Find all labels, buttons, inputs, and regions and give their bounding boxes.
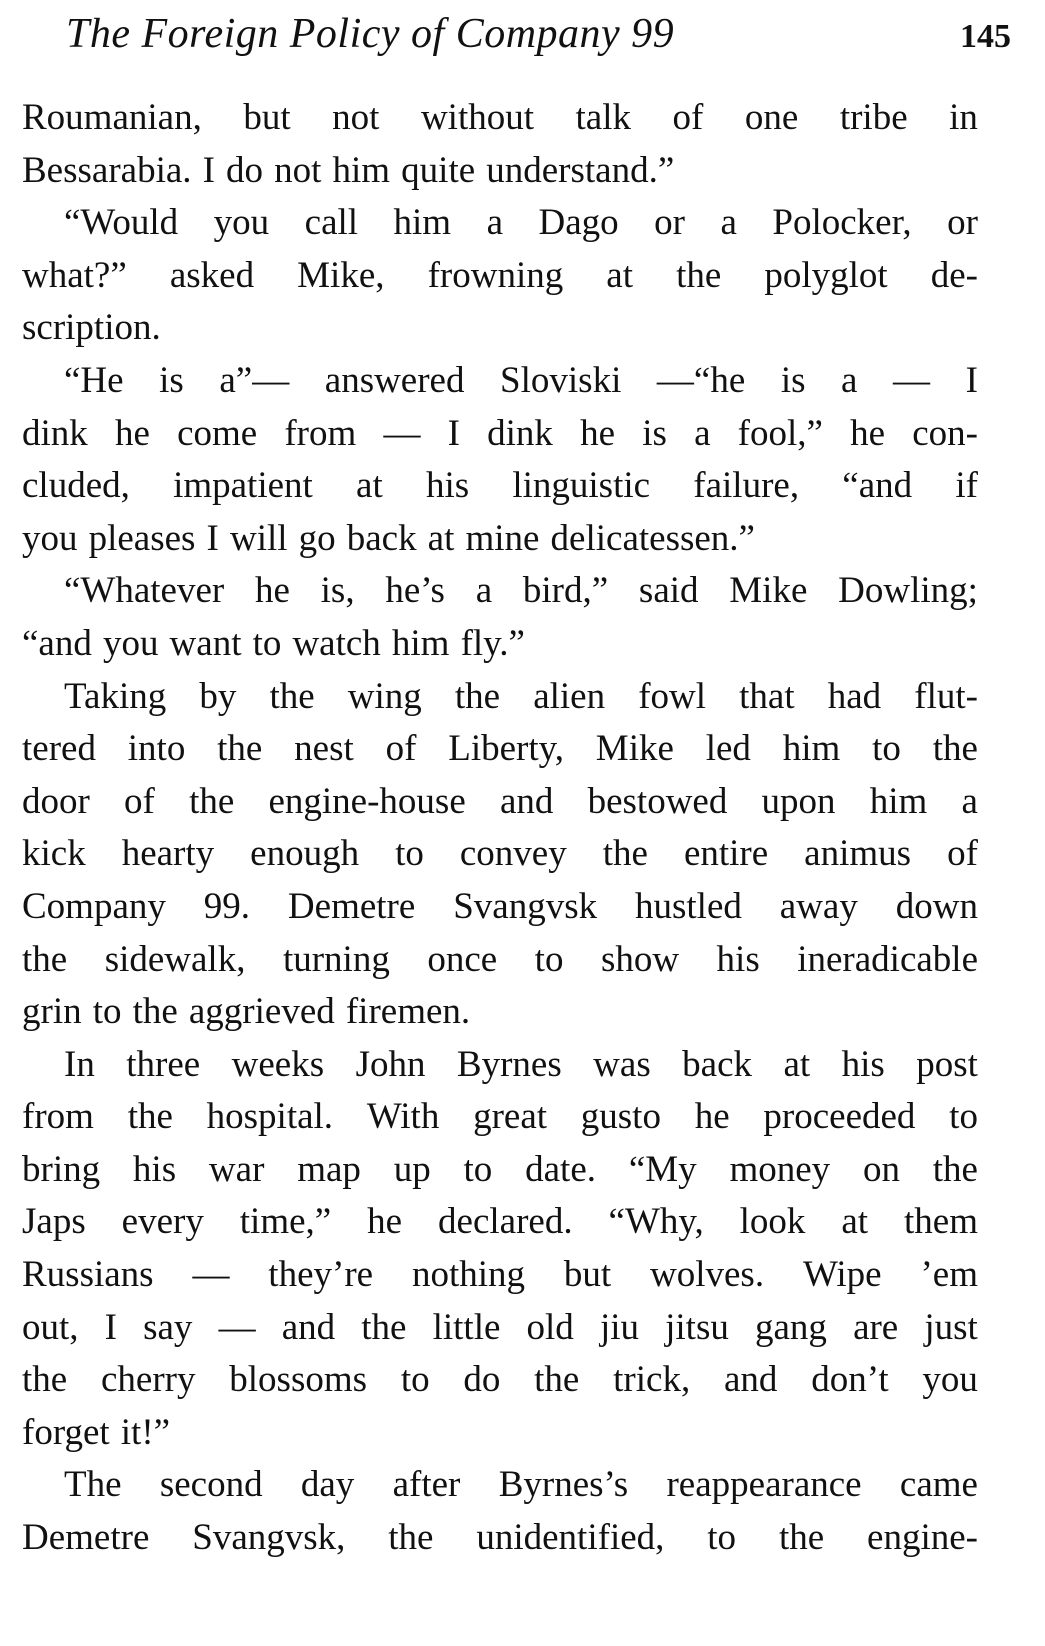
word: the: [388, 1517, 434, 1559]
text-line: [22, 460, 978, 513]
word: —: [218, 1306, 256, 1348]
word: come: [177, 412, 258, 454]
word: and: [499, 780, 554, 822]
word: fool,”: [737, 412, 823, 454]
word: his: [425, 465, 470, 507]
word: down: [895, 885, 978, 927]
word: trick,: [613, 1359, 691, 1401]
word: three: [126, 1043, 201, 1085]
word: entire: [683, 833, 769, 875]
word: Byrnes’s: [498, 1464, 629, 1506]
word: he: [580, 412, 616, 454]
word: proceeded: [763, 1096, 916, 1138]
word: engine-: [867, 1517, 978, 1559]
word: to: [463, 1148, 493, 1190]
word: “Whatever: [64, 570, 225, 612]
word: impatient: [173, 465, 313, 507]
word: the: [22, 938, 68, 980]
word: time,”: [239, 1201, 332, 1243]
word: jitsu: [665, 1306, 729, 1348]
word: bird,”: [522, 570, 609, 612]
word: of: [947, 833, 978, 875]
word: “Would: [64, 202, 179, 244]
word: out,: [22, 1306, 79, 1348]
word: Demetre: [287, 885, 416, 927]
word: the: [676, 254, 722, 296]
word: cherry: [100, 1359, 196, 1401]
word: want: [169, 622, 242, 664]
word: hearty: [121, 833, 215, 875]
text-line: [22, 355, 978, 408]
word: “My: [628, 1148, 697, 1190]
word: watch: [292, 622, 381, 664]
word: of: [672, 97, 704, 138]
word: will: [229, 517, 288, 559]
text-line: [22, 302, 978, 355]
page-number: 145: [960, 18, 1011, 55]
word: a: [841, 359, 858, 401]
word: Roumanian,: [22, 97, 202, 138]
text-line: [22, 1512, 978, 1565]
word: from: [284, 412, 357, 454]
word: at: [427, 517, 455, 559]
word: came: [899, 1464, 978, 1506]
word: delicatessen.”: [550, 517, 755, 559]
word: quite: [401, 149, 476, 191]
word: fly.”: [460, 622, 525, 664]
word: Mike,: [297, 254, 385, 296]
word: the: [454, 675, 501, 717]
word: had: [827, 675, 882, 717]
word: Company: [22, 885, 166, 927]
text-line: [22, 1407, 978, 1460]
word: polyglot: [764, 254, 888, 296]
word: Byrnes: [456, 1043, 562, 1085]
word: he: [254, 570, 290, 612]
word: to: [395, 833, 424, 875]
word: linguistic: [512, 465, 651, 507]
text-line: [22, 197, 978, 250]
word: war: [208, 1148, 265, 1190]
word: Svangvsk,: [192, 1517, 346, 1559]
word: not: [332, 97, 380, 138]
word: a: [720, 202, 737, 244]
word: tered: [22, 728, 96, 770]
word: you: [922, 1359, 978, 1401]
word: wing: [347, 675, 422, 717]
word: him: [393, 202, 452, 244]
word: grin: [22, 991, 82, 1033]
word: the: [217, 728, 263, 770]
word: Russians: [22, 1254, 154, 1296]
word: if: [955, 465, 978, 507]
word: alien: [533, 675, 606, 717]
word: gusto: [580, 1096, 661, 1138]
word: him: [391, 622, 450, 664]
word: engine-house: [268, 780, 466, 822]
word: ineradicable: [797, 938, 978, 980]
text-line: [22, 1091, 978, 1144]
word: or: [654, 202, 685, 244]
word: the: [932, 1148, 978, 1190]
word: to: [707, 1517, 737, 1559]
word: his: [132, 1148, 177, 1190]
word: Demetre: [22, 1517, 150, 1559]
word: post: [916, 1043, 978, 1085]
word: led: [705, 728, 751, 770]
word: the: [269, 675, 315, 717]
word: Dowling;: [838, 570, 978, 612]
word: failure,: [693, 465, 800, 507]
word: map: [297, 1148, 361, 1190]
text-line: [22, 618, 978, 671]
word: pleases: [88, 517, 196, 559]
word: away: [779, 885, 858, 927]
word: them: [904, 1201, 978, 1243]
word: hustled: [634, 885, 742, 927]
text-line: [22, 1144, 978, 1197]
text-line: [22, 1354, 978, 1407]
word: to: [252, 622, 282, 664]
word: show: [600, 938, 680, 980]
word: firemen.: [345, 991, 471, 1033]
word: kick: [22, 833, 86, 875]
text-line: [22, 828, 978, 881]
word: Bessarabia.: [22, 149, 192, 191]
text-line: [22, 250, 978, 303]
text-line: [22, 723, 978, 776]
word: old: [526, 1306, 574, 1348]
word: bring: [22, 1148, 101, 1190]
word: is: [159, 359, 184, 401]
word: I: [202, 149, 215, 191]
word: flut-: [914, 675, 978, 717]
word: is: [642, 412, 667, 454]
word: call: [304, 202, 359, 244]
word: “Why,: [608, 1201, 704, 1243]
word: he: [367, 1201, 403, 1243]
word: I: [104, 1306, 117, 1348]
word: jiu: [599, 1306, 639, 1348]
word: hospital.: [206, 1096, 334, 1138]
word: enough: [250, 833, 360, 875]
text-line: [22, 513, 978, 566]
word: in: [949, 97, 978, 138]
word: blossoms: [229, 1359, 368, 1401]
word: I: [965, 359, 978, 401]
word: without: [420, 97, 535, 138]
word: at: [783, 1043, 811, 1085]
word: Japs: [22, 1201, 86, 1243]
text-line: [22, 881, 978, 934]
word: ’em: [920, 1254, 978, 1296]
word: he: [694, 1096, 730, 1138]
word: at: [606, 254, 633, 296]
word: do: [463, 1359, 501, 1401]
word: him: [869, 780, 928, 822]
word: you: [22, 517, 78, 559]
word: weeks: [231, 1043, 325, 1085]
word: of: [124, 780, 155, 822]
word: the: [361, 1306, 407, 1348]
word: With: [366, 1096, 440, 1138]
word: nothing: [411, 1254, 525, 1296]
word: great: [473, 1096, 548, 1138]
word: a: [694, 412, 711, 454]
word: by: [199, 675, 237, 717]
word: convey: [459, 833, 567, 875]
word: forget: [22, 1411, 110, 1453]
text-line: [22, 934, 978, 987]
word: animus: [804, 833, 912, 875]
word: Svangvsk: [453, 885, 598, 927]
word: just: [924, 1306, 978, 1348]
word: unidentified,: [476, 1517, 665, 1559]
word: a”—: [219, 359, 290, 401]
word: is: [780, 359, 806, 401]
word: the: [132, 991, 178, 1033]
word: he: [850, 412, 886, 454]
word: that: [739, 675, 795, 717]
word: Mike: [729, 570, 808, 612]
text-line: [22, 1196, 978, 1249]
word: In: [64, 1043, 95, 1085]
word: but: [243, 97, 291, 138]
text-line: [22, 1302, 978, 1355]
word: every: [121, 1201, 204, 1243]
word: The: [64, 1464, 122, 1506]
word: to: [92, 991, 122, 1033]
text-line: [22, 408, 978, 461]
word: a: [961, 780, 978, 822]
word: second: [159, 1464, 263, 1506]
word: he’s: [385, 570, 445, 612]
word: cluded,: [22, 465, 130, 507]
word: Mike: [595, 728, 674, 770]
word: once: [427, 938, 498, 980]
text-line: [22, 776, 978, 829]
word: Wipe: [802, 1254, 882, 1296]
word: the: [189, 780, 235, 822]
word: Dago: [538, 202, 619, 244]
word: he: [114, 412, 150, 454]
word: frowning: [427, 254, 564, 296]
text-line: [22, 145, 978, 198]
text-line: [22, 986, 978, 1039]
text-line: [22, 92, 978, 145]
word: after: [392, 1464, 461, 1506]
word: to: [534, 938, 564, 980]
word: was: [593, 1043, 651, 1085]
word: dink: [487, 412, 553, 454]
word: dink: [22, 412, 88, 454]
word: sidewalk,: [104, 938, 246, 980]
word: door: [22, 780, 90, 822]
word: you: [213, 202, 270, 244]
word: what?”: [22, 254, 127, 296]
word: and: [281, 1306, 336, 1348]
word: is,: [320, 570, 355, 612]
word: gang: [755, 1306, 827, 1348]
text-line: [22, 1459, 978, 1512]
word: the: [534, 1359, 580, 1401]
word: answered: [324, 359, 465, 401]
text-line: [22, 565, 978, 618]
word: at: [841, 1201, 869, 1243]
word: tribe: [839, 97, 908, 138]
word: Taking: [64, 675, 167, 717]
word: Sloviski: [500, 359, 622, 401]
word: “and: [842, 465, 913, 507]
word: not: [274, 149, 322, 191]
word: de-: [930, 254, 978, 296]
word: upon: [761, 780, 836, 822]
word: the: [22, 1359, 68, 1401]
word: or: [947, 202, 978, 244]
word: aggrieved: [188, 991, 335, 1033]
word: one: [744, 97, 799, 138]
word: —: [383, 412, 421, 454]
text-line: [22, 1249, 978, 1302]
word: back: [682, 1043, 753, 1085]
word: the: [127, 1096, 173, 1138]
word: fowl: [638, 675, 707, 717]
word: don’t: [811, 1359, 889, 1401]
word: his: [716, 938, 760, 980]
word: up: [393, 1148, 431, 1190]
word: him: [782, 728, 841, 770]
word: say: [143, 1306, 193, 1348]
word: into: [127, 728, 186, 770]
word: are: [853, 1306, 899, 1348]
word: 99.: [203, 885, 251, 927]
running-title: The Foreign Policy of Company 99: [66, 11, 675, 57]
word: “and: [22, 622, 92, 664]
word: Polocker,: [772, 202, 912, 244]
word: John: [355, 1043, 426, 1085]
word: him: [332, 149, 391, 191]
word: I: [447, 412, 460, 454]
word: it!”: [120, 1411, 171, 1453]
text-line: [22, 1039, 978, 1092]
word: mine: [465, 517, 540, 559]
word: Liberty,: [448, 728, 564, 770]
word: back: [346, 517, 417, 559]
word: date.: [525, 1148, 596, 1190]
word: go: [298, 517, 336, 559]
word: to: [400, 1359, 430, 1401]
word: —: [192, 1254, 230, 1296]
text-line: [22, 671, 978, 724]
word: his: [841, 1043, 885, 1085]
word: at: [356, 465, 383, 507]
word: a: [486, 202, 504, 244]
word: bestowed: [587, 780, 728, 822]
word: nest: [294, 728, 354, 770]
word: to: [949, 1096, 978, 1138]
word: do: [226, 149, 264, 191]
word: on: [862, 1148, 900, 1190]
word: and: [723, 1359, 778, 1401]
word: said: [638, 570, 699, 612]
word: declared.: [438, 1201, 573, 1243]
word: from: [22, 1096, 94, 1138]
word: the: [778, 1517, 825, 1559]
word: asked: [169, 254, 255, 296]
word: reappearance: [666, 1464, 862, 1506]
word: you: [102, 622, 159, 664]
word: scription.: [22, 307, 161, 349]
word: of: [385, 728, 417, 770]
word: con-: [912, 412, 978, 454]
word: day: [300, 1464, 355, 1506]
word: the: [932, 728, 978, 770]
word: —“he: [656, 359, 746, 401]
word: turning: [282, 938, 390, 980]
word: wolves.: [650, 1254, 765, 1296]
word: but: [563, 1254, 612, 1296]
word: the: [602, 833, 648, 875]
word: to: [872, 728, 901, 770]
word: I: [206, 517, 219, 559]
word: money: [729, 1148, 831, 1190]
body-text: [22, 92, 978, 1565]
word: little: [432, 1306, 501, 1348]
running-head: [26, 10, 1011, 68]
word: understand.”: [486, 149, 675, 191]
word: they’re: [268, 1254, 374, 1296]
word: “He: [64, 359, 124, 401]
word: —: [893, 359, 931, 401]
word: look: [739, 1201, 806, 1243]
word: a: [475, 570, 493, 612]
word: talk: [575, 97, 632, 138]
